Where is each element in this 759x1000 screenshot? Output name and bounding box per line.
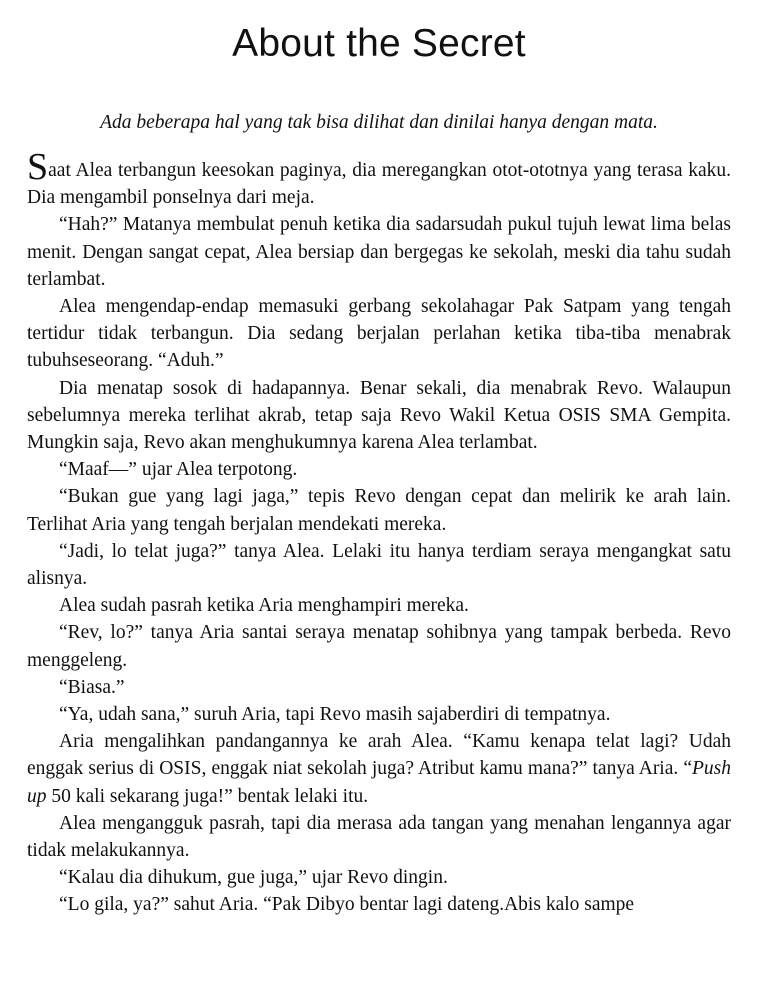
chapter-epigraph: Ada beberapa hal yang tak bisa dilihat dan dinilai hanya dengan mata. bbox=[100, 112, 658, 133]
paragraph-1 bbox=[27, 146, 731, 211]
paragraph-7: “Jadi, lo telat juga?” tanya Alea. Lelaki itu hanya terdiam seraya mengangkat satu alisnya. bbox=[27, 540, 731, 590]
paragraph-2: “Hah?” Matanya membulat penuh ketika dia sadarsudah pukul tujuh lewat lima belas menit. Dengan sangat cepat, Alea bersiap dan bergegas ke sekolah, meski dia tahu sudah terlambat. bbox=[27, 214, 731, 290]
paragraph-6: “Bukan gue yang lagi jaga,” tepis Revo dengan cepat dan melirik ke arah lain. Terlihat Aria yang tengah berjalan mendekati mereka. bbox=[27, 486, 731, 535]
paragraph-10: “Biasa.” bbox=[59, 676, 125, 698]
paragraph-13: Alea mengangguk pasrah, tapi dia merasa ada tangan yang menahan lengannya agar tidak melakukannya. bbox=[27, 812, 731, 862]
paragraph-1-text: aat Alea terbangun keesokan paginya, dia meregangkan otot-ototnya yang terasa kaku. Dia mengambil ponselnya dari meja. bbox=[27, 160, 731, 209]
drop-cap: S bbox=[27, 146, 49, 188]
paragraph-5: “Maaf—” ujar Alea terpotong. bbox=[59, 459, 298, 481]
paragraph-8: Alea sudah pasrah ketika Aria menghampiri mereka. bbox=[59, 595, 469, 617]
paragraph-9: “Rev, lo?” tanya Aria santai seraya menatap sohibnya yang tampak berbeda. Revo menggeleng. bbox=[27, 622, 731, 671]
paragraph-12-emphasis: Push up bbox=[27, 758, 731, 807]
paragraph-4: Dia menatap sosok di hadapannya. Benar sekali, dia menabrak Revo. Walaupun sebelumnya mereka terlihat akrab, tetap saja Revo Wakil Ketua OSIS SMA Gempita. Mungkin saja, Revo akan menghukumnya karena Alea terlambat. bbox=[27, 377, 731, 454]
paragraph-12-text-a: Aria mengalihkan pandangannya ke arah Alea. “Kamu kenapa telat lagi? Udah enggak serius di OSIS, enggak niat sekolah juga? Atribut kamu mana?” tanya Aria. “ bbox=[27, 731, 731, 780]
paragraph-14: “Kalau dia dihukum, gue juga,” ujar Revo dingin. bbox=[59, 867, 448, 889]
paragraph-12 bbox=[27, 728, 731, 810]
paragraph-15: “Lo gila, ya?” sahut Aria. “Pak Dibyo bentar lagi dateng.Abis kalo sampe bbox=[59, 894, 635, 916]
paragraph-11: “Ya, udah sana,” suruh Aria, tapi Revo masih sajaberdiri di tempatnya. bbox=[59, 704, 611, 726]
paragraph-3: Alea mengendap-endap memasuki gerbang sekolahagar Pak Satpam yang tengah tertidur tidak terbangun. Dia sedang berjalan perlahan ketika tiba-tiba menabrak tubuhseseorang. “Aduh.” bbox=[27, 296, 731, 372]
chapter-title: About the Secret bbox=[232, 22, 526, 65]
paragraph-12-text-b: 50 kali sekarang juga!” bentak lelaki itu. bbox=[46, 785, 369, 807]
chapter-body bbox=[27, 146, 731, 919]
